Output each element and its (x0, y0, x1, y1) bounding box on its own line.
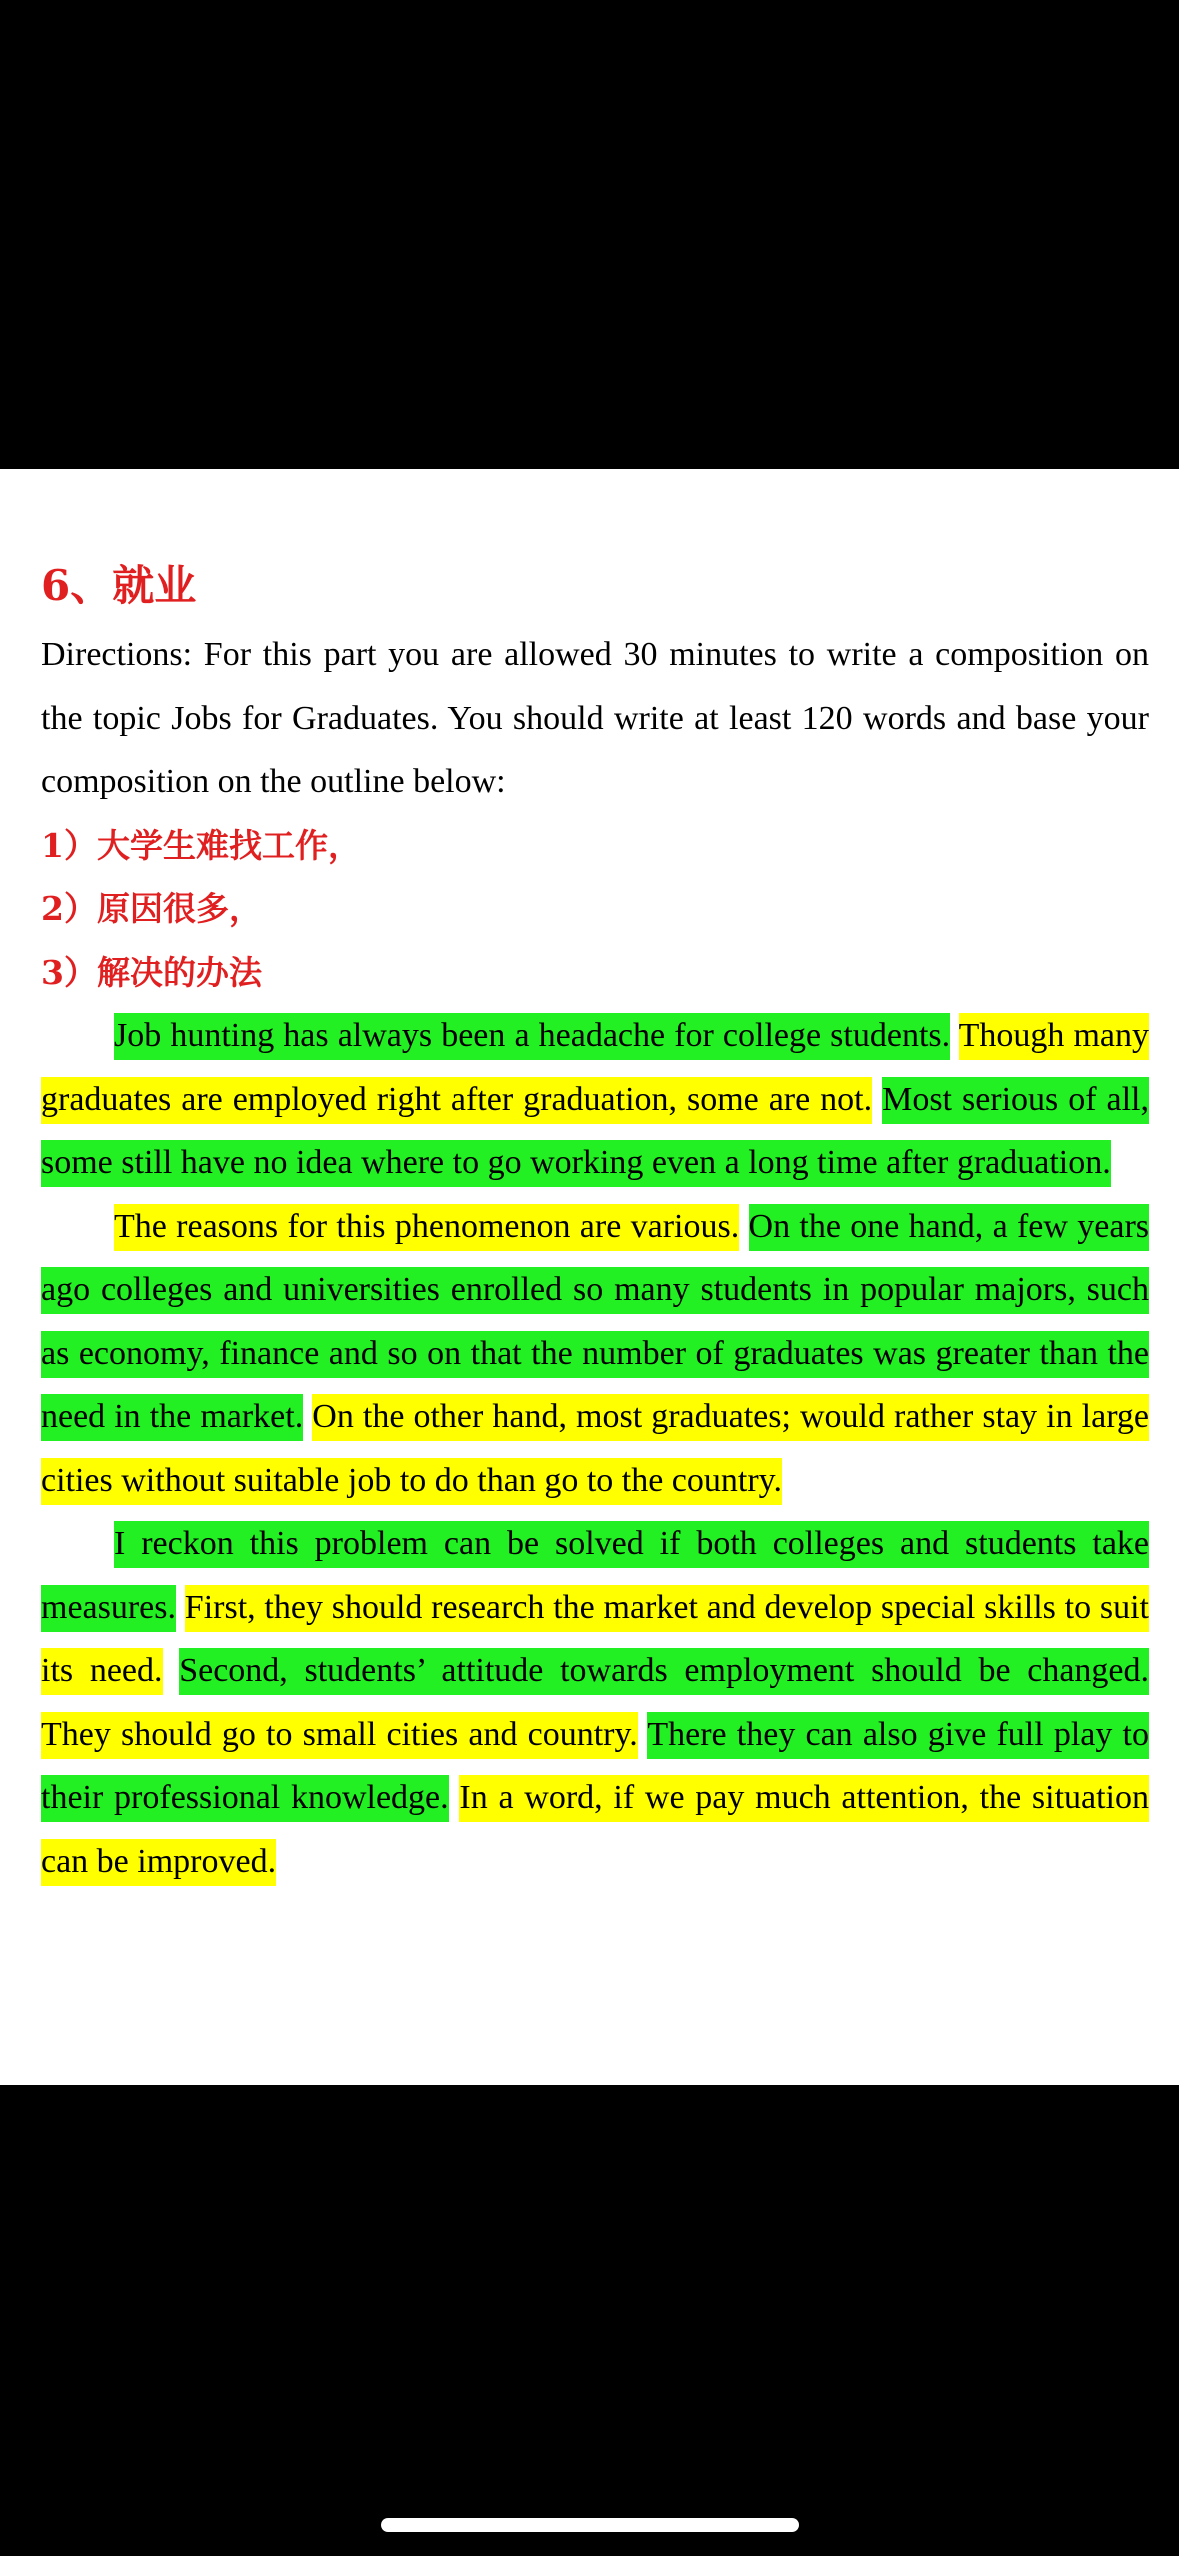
segment-space (449, 1779, 460, 1816)
highlighted-sentence-green: Job hunting has always been a headache for college students. (114, 1013, 950, 1060)
document-content (41, 549, 1149, 1893)
segment-space (176, 1589, 185, 1626)
segment-space (163, 1652, 180, 1689)
section-heading: 6、就业 (41, 561, 197, 610)
highlighted-sentence-yellow: First, they should research the market and develop special skills to suit its need. (41, 1585, 1149, 1696)
highlighted-sentence-green: There they can also give full play to their professional knowledge. (41, 1712, 1149, 1823)
highlighted-sentence-yellow: On the other hand, most graduates; would rather stay in large cities without suitable job to do than go to the country. (41, 1394, 1149, 1505)
essay-paragraph-3 (41, 1512, 1149, 1893)
segment-space (739, 1208, 748, 1245)
essay-paragraph-1 (41, 1004, 1149, 1195)
directions-text: Directions: For this part you are allowed 30 minutes to write a composition on the topic Jobs for Graduates. You should write at least 120 words and base your composition on the outline below: (41, 636, 1149, 800)
highlighted-sentence-green: Second, students’ attitude towards employment should be changed. (179, 1648, 1149, 1695)
home-indicator[interactable] (381, 2518, 799, 2532)
outline-item-2: 2）原因很多， (41, 889, 262, 928)
outline-item-3: 3）解决的办法 (41, 952, 262, 992)
segment-space (950, 1017, 958, 1054)
highlighted-sentence-yellow: In a word, if we pay much attention, the situation can be improved. (41, 1775, 1149, 1886)
highlighted-sentence-green: I reckon this problem can be solved if both colleges and students take measures. (41, 1521, 1149, 1632)
highlighted-sentence-yellow: Though many graduates are employed right after graduation, some are not. (41, 1013, 1149, 1124)
segment-space (872, 1081, 882, 1118)
essay-paragraph-2 (41, 1195, 1149, 1513)
document-page (0, 469, 1179, 2085)
highlighted-sentence-yellow: The reasons for this phenomenon are various. (114, 1204, 739, 1251)
outline-item-1: 1）大学生难找工作， (41, 825, 361, 865)
essay-body (41, 1004, 1149, 1893)
highlighted-sentence-yellow: They should go to small cities and country. (41, 1712, 638, 1759)
highlighted-sentence-green: On the one hand, a few years ago colleges and universities enrolled so many students in popular majors, such as economy, finance and so on that the number of graduates was greater than the need in the market. (41, 1204, 1149, 1442)
segment-space (303, 1398, 312, 1435)
segment-space (638, 1716, 648, 1753)
highlighted-sentence-green: Most serious of all, some still have no idea where to go working even a long time after graduation. (41, 1077, 1149, 1188)
